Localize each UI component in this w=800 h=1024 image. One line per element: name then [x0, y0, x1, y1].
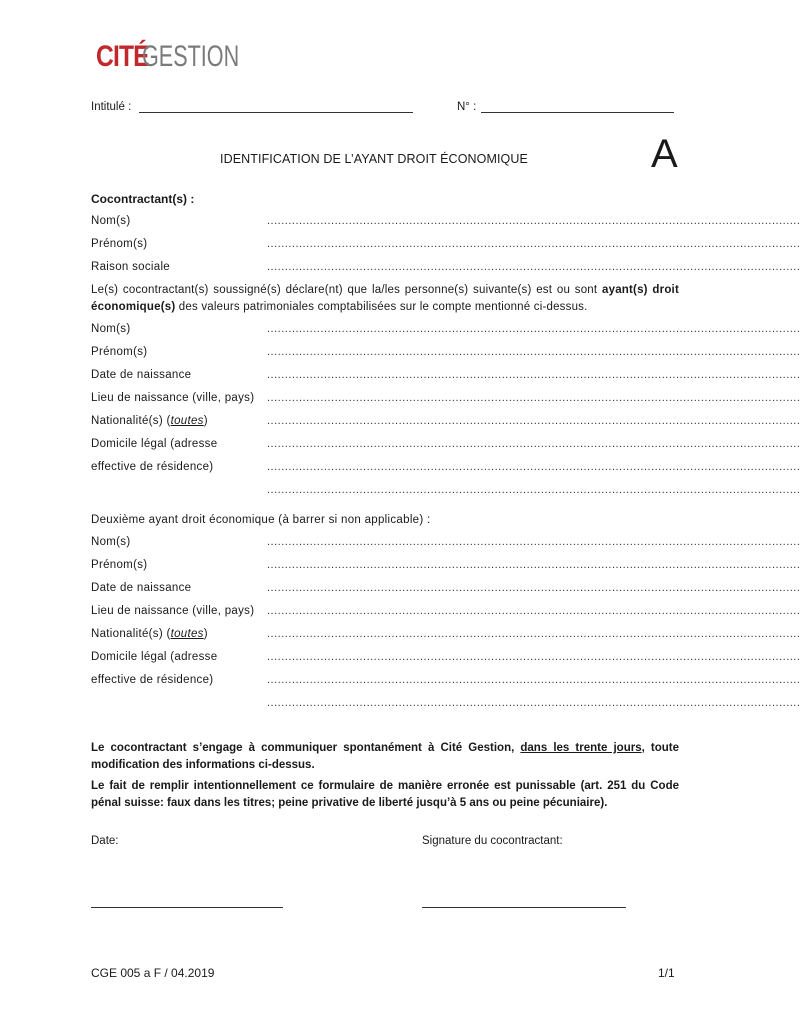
ben2-nom-field[interactable]: ......................................................................................................................................................	[267, 536, 800, 548]
cocontractant-heading: Cocontractant(s) :	[91, 192, 195, 206]
ben2-nationality-label	[91, 627, 208, 641]
form-letter: A	[651, 132, 678, 176]
cocontractant-nom-field[interactable]: ......................................................................................................................................................	[267, 215, 800, 227]
declaration-text-1: Le(s) cocontractant(s) soussigné(s) déclare(nt) que la/les personne(s) suivante(s) est ou sont	[91, 284, 603, 296]
ben2-nationality-field[interactable]: ......................................................................................................................................................	[267, 628, 800, 640]
ben2-nationality-prefix: Nationalité(s) (	[91, 628, 171, 640]
signature-label: Signature du cocontractant:	[422, 835, 563, 847]
ben2-nom-label: Nom(s)	[91, 536, 131, 548]
ben1-domicile-label-2: effective de résidence)	[91, 461, 214, 473]
commitment-text-1: Le cocontractant s’engage à communiquer spontanément à Cité Gestion,	[91, 742, 521, 754]
signature-field[interactable]	[422, 907, 626, 908]
ben2-domicile-label-2: effective de résidence)	[91, 674, 214, 686]
document-reference: CGE 005 a F / 04.2019	[91, 966, 215, 980]
page-title: IDENTIFICATION DE L’AYANT DROIT ÉCONOMIQUE	[220, 152, 528, 166]
ben1-domicile-field-2[interactable]: ......................................................................................................................................................	[267, 461, 800, 473]
numero-field[interactable]	[481, 112, 674, 113]
cocontractant-raison-label: Raison sociale	[91, 261, 170, 273]
cocontractant-raison-field[interactable]: ......................................................................................................................................................	[267, 261, 800, 273]
ben1-prenom-field[interactable]: ......................................................................................................................................................	[267, 346, 800, 358]
ben2-nationality-suffix: )	[203, 628, 208, 640]
ben2-prenom-label: Prénom(s)	[91, 559, 148, 571]
ben2-pob-field[interactable]: ......................................................................................................................................................	[267, 605, 800, 617]
ben1-prenom-label: Prénom(s)	[91, 346, 148, 358]
ben1-dob-label: Date de naissance	[91, 369, 192, 381]
ben1-nationality-field[interactable]: ......................................................................................................................................................	[267, 415, 800, 427]
ben1-domicile-label-1: Domicile légal (adresse	[91, 438, 218, 450]
ben2-pob-label: Lieu de naissance (ville, pays)	[91, 605, 255, 617]
ben1-nationality-prefix: Nationalité(s) (	[91, 415, 171, 427]
ben1-nom-field[interactable]: ......................................................................................................................................................	[267, 323, 800, 335]
ben2-dob-label: Date de naissance	[91, 582, 192, 594]
logo-brand: CITÉ	[96, 40, 149, 73]
ben2-nationality-toutes: toutes	[170, 628, 204, 640]
commitment-text-2: , toute modification des informations ci-dessus.	[91, 742, 679, 771]
ben1-nationality-suffix: )	[203, 415, 208, 427]
commitment-paragraph	[91, 740, 679, 774]
ben2-domicile-field-3[interactable]: ......................................................................................................................................................	[267, 697, 800, 709]
ben1-nom-label: Nom(s)	[91, 323, 131, 335]
ben1-pob-label: Lieu de naissance (ville, pays)	[91, 392, 255, 404]
ben1-domicile-field-1[interactable]: ......................................................................................................................................................	[267, 438, 800, 450]
ben1-dob-field[interactable]: ......................................................................................................................................................	[267, 369, 800, 381]
declaration-bold: ayant(s) droit économique(s)	[91, 284, 679, 313]
ben2-domicile-field-2[interactable]: ......................................................................................................................................................	[267, 674, 800, 686]
ben2-heading: Deuxième ayant droit économique (à barrer si non applicable) :	[91, 514, 431, 526]
declaration-paragraph	[91, 282, 679, 316]
intitule-field[interactable]	[139, 112, 413, 113]
ben1-pob-field[interactable]: ......................................................................................................................................................	[267, 392, 800, 404]
intitule-label: Intitulé :	[91, 101, 132, 113]
ben2-dob-field[interactable]: ......................................................................................................................................................	[267, 582, 800, 594]
penalty-paragraph: Le fait de remplir intentionnellement ce formulaire de manière erronée est punissable (art. 251 du Code pénal suisse: faux dans les titres; peine privative de liberté jusqu’à 5 ans ou peine pécuniaire).	[91, 780, 679, 809]
cocontractant-prenom-label: Prénom(s)	[91, 238, 148, 250]
commitment-underlined: dans les trente jours	[520, 742, 642, 754]
ben1-nationality-label	[91, 414, 208, 428]
declaration-text-2: des valeurs patrimoniales comptabilisées sur le compte mentionné ci-dessus.	[175, 301, 588, 313]
date-field[interactable]	[91, 907, 283, 908]
numero-label: N° :	[457, 101, 477, 113]
ben1-domicile-field-3[interactable]: ......................................................................................................................................................	[267, 484, 800, 496]
ben2-prenom-field[interactable]: ......................................................................................................................................................	[267, 559, 800, 571]
page-number: 1/1	[658, 966, 675, 980]
cite-gestion-logo	[96, 38, 277, 72]
ben2-domicile-field-1[interactable]: ......................................................................................................................................................	[267, 651, 800, 663]
cocontractant-nom-label: Nom(s)	[91, 215, 131, 227]
cocontractant-prenom-field[interactable]: ......................................................................................................................................................	[267, 238, 800, 250]
ben2-domicile-label-1: Domicile légal (adresse	[91, 651, 218, 663]
ben1-nationality-toutes: toutes	[170, 415, 204, 427]
logo-suffix: GESTION	[142, 40, 240, 73]
date-label: Date:	[91, 835, 119, 847]
